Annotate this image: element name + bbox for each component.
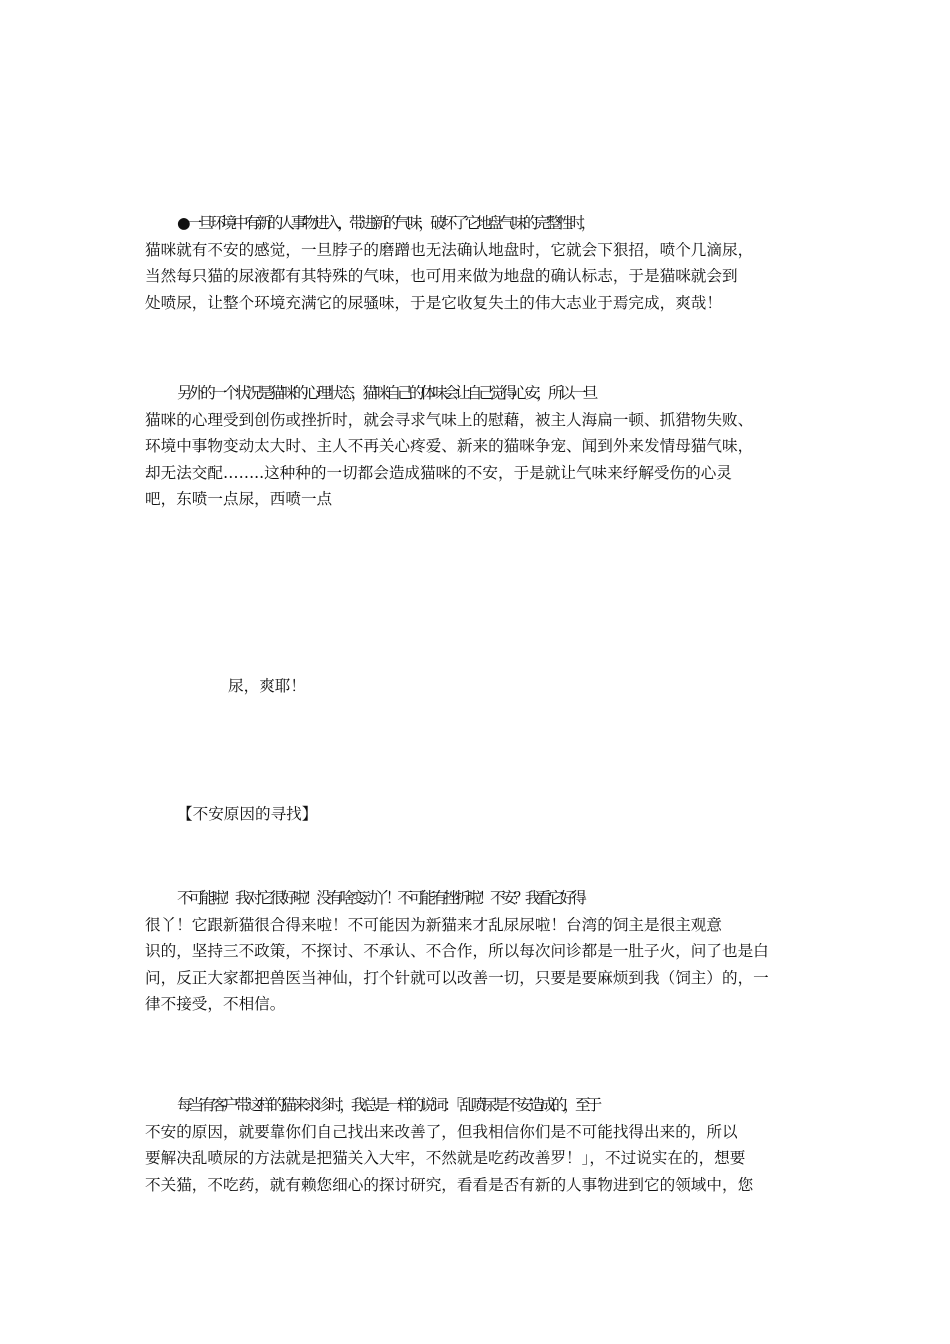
text-line: 要解决乱喷尿的方法就是把猫关入大牢，不然就是吃药改善罗！」，不过说实在的，想要 [145,1149,746,1167]
paragraph-territory-marking [145,210,810,316]
text-line: ●一旦环境中有新的人事物进入，带进新的气味，破坏了它地盘气味的完整性时， [177,214,593,232]
text-line: 识的，坚持三不政策，不探讨、不承认、不合作，所以每次问诊都是一肚子火，问了也是白 [145,942,769,960]
text-line: 律不接受，不相信。 [145,995,286,1013]
paragraph-owner-denial [145,885,810,1018]
text-line: 问，反正大家都把兽医当神仙，打个针就可以改善一切，只要是要麻烦到我（饲主）的，一 [145,968,769,987]
text-line: 另外的一个状况是猫咪的心理状态，猫咪自己的体味会让自己觉得心安，所以一旦 [177,384,595,402]
paragraph-continuation: 尿，爽耶！ [228,677,306,695]
text-line: 吧，东喷一点尿，西喷一点 [145,490,333,508]
text-line: 猫咪就有不安的感觉，一旦脖子的磨蹭也无法确认地盘时，它就会下狠招，喷个几滴尿， [145,240,754,259]
text-line: 当然每只猫的尿液都有其特殊的气味，也可用来做为地盘的确认标志，于是猫咪就会到 [145,267,738,285]
text-line: 环境中事物变动太大时、主人不再关心疼爱、新来的猫咪争宠、闻到外来发情母猫气味， [145,437,754,455]
text-line: 不安的原因，就要靠你们自己找出来改善了，但我相信你们是不可能找得出来的，所以 [145,1122,738,1141]
text-line: 不关猫，不吃药，就有赖您细心的探讨研究，看看是否有新的人事物进到它的领域中，您 [145,1175,754,1194]
text-line: 很丫！它跟新猫很合得来啦！不可能因为新猫来才乱尿尿啦！台湾的饲主是很主观意 [145,915,722,934]
paragraph-vet-advice [145,1092,810,1198]
section-heading: 【不安原因的寻找】 [177,805,318,823]
text-line: 不可能啦！我对它很好啦！没有啥变动丫！不可能有挫折啦！不安？我看它好得 [177,889,583,907]
text-line: 猫咪的心理受到创伤或挫折时，就会寻求气味上的慰藉，被主人海扁一顿、抓猎物失败、 [145,410,754,429]
text-line: 却无法交配……..这种种的一切都会造成猫咪的不安，于是就让气味来纾解受伤的心灵 [145,463,732,482]
paragraph-psychological-state [145,380,810,513]
text-line: 每当有客户带这样的猫来求诊时，我总是一样的说词：「乱喷尿是不安造成的，至于 [177,1096,599,1114]
text-line: 处喷尿，让整个环境充满它的尿骚味，于是它收复失土的伟大志业于焉完成，爽哉！ [145,293,722,312]
